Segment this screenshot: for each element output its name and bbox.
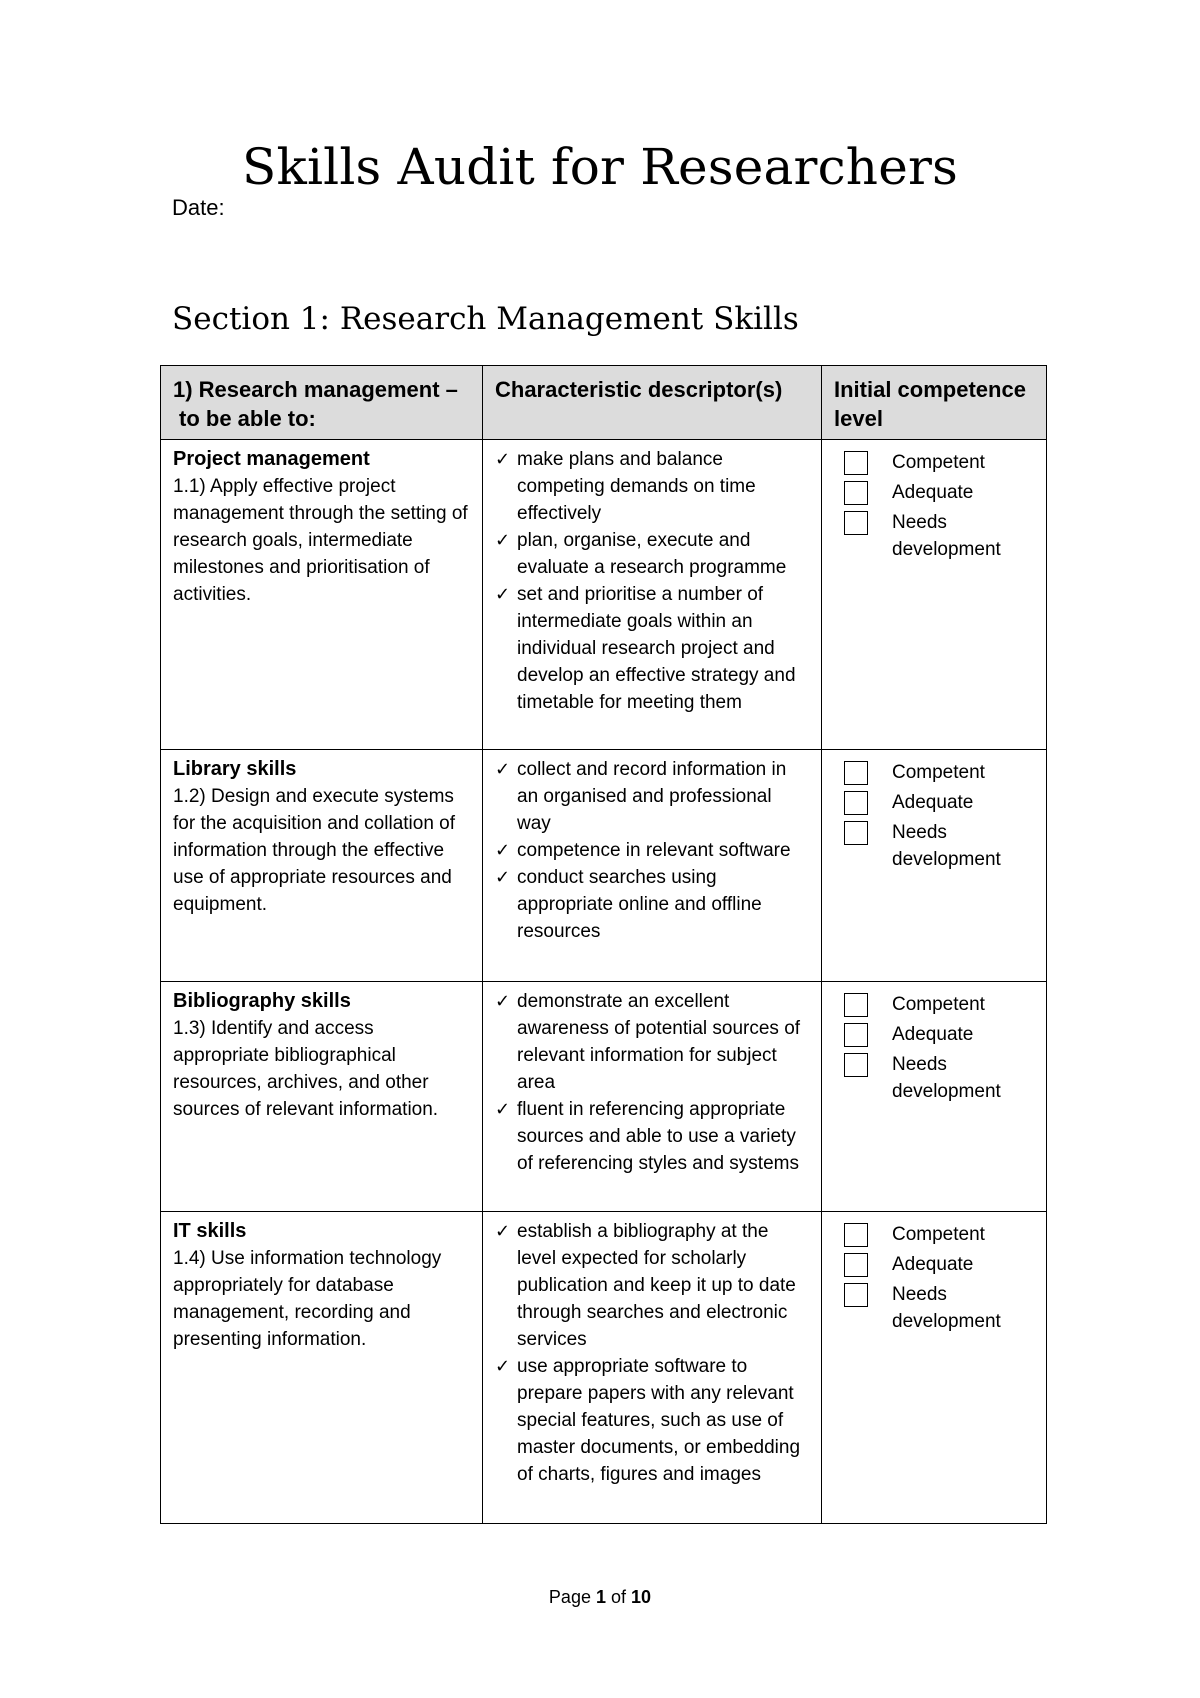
- table-row: [161, 982, 1047, 1212]
- checkbox-icon[interactable]: [844, 1283, 868, 1307]
- descriptor-cell: [483, 982, 822, 1212]
- descriptor-item: [495, 837, 809, 864]
- competence-option: [834, 1221, 1034, 1248]
- checkbox-icon[interactable]: [844, 1023, 868, 1047]
- descriptor-list: [495, 988, 809, 1177]
- check-icon: ✓: [495, 1221, 511, 1241]
- skill-cell: [161, 750, 483, 982]
- check-icon: ✓: [495, 759, 511, 779]
- skill-description: 1.4) Use information technology appropriately for database management, recording and presenting information.: [173, 1248, 442, 1350]
- table-row: [161, 440, 1047, 750]
- competence-option: [834, 789, 1034, 816]
- descriptor-cell: [483, 440, 822, 750]
- page-footer: [0, 1587, 1200, 1608]
- checkbox-icon[interactable]: [844, 451, 868, 475]
- descriptor-text: competence in relevant software: [517, 840, 791, 861]
- descriptor-item: [495, 1353, 809, 1488]
- header-competence-level: Initial competence level: [822, 366, 1047, 440]
- descriptor-text: set and prioritise a number of intermediate goals within an individual research project and develop an effective strategy and timetable for meeting them: [517, 584, 796, 713]
- competence-option: [834, 449, 1034, 476]
- check-icon: ✓: [495, 867, 511, 887]
- check-icon: ✓: [495, 449, 511, 469]
- check-icon: ✓: [495, 1356, 511, 1376]
- competence-option-label: Needs development: [892, 822, 1001, 870]
- header-col1-line1: 1) Research management –: [173, 377, 458, 402]
- descriptor-list: [495, 446, 809, 716]
- descriptor-text: establish a bibliography at the level expected for scholarly publication and keep it up to date through searches and electronic services: [517, 1221, 796, 1350]
- skill-description: 1.1) Apply effective project management through the setting of research goals, intermediate milestones and prioritisation of activities.: [173, 476, 468, 605]
- check-icon: ✓: [495, 584, 511, 604]
- skills-table: [160, 365, 1047, 1524]
- competence-option: [834, 1021, 1034, 1048]
- competence-option: [834, 1251, 1034, 1278]
- descriptor-item: [495, 1218, 809, 1353]
- competence-cell: [822, 1212, 1047, 1524]
- checkbox-icon[interactable]: [844, 1053, 868, 1077]
- competence-option-label: Competent: [892, 1224, 985, 1245]
- competence-option-label: Competent: [892, 994, 985, 1015]
- competence-option-label: Adequate: [892, 1254, 974, 1275]
- skill-name: Bibliography skills: [173, 990, 351, 1012]
- descriptor-list: [495, 1218, 809, 1488]
- check-icon: ✓: [495, 530, 511, 550]
- competence-option-label: Needs development: [892, 1054, 1001, 1102]
- section-title: Section 1: Research Management Skills: [172, 300, 799, 337]
- descriptor-item: [495, 446, 809, 527]
- check-icon: ✓: [495, 991, 511, 1011]
- skill-description: 1.2) Design and execute systems for the acquisition and collation of information through the effective use of appropriate resources and equipment.: [173, 786, 456, 915]
- competence-option: [834, 759, 1034, 786]
- skill-name: Project management: [173, 448, 370, 470]
- descriptor-cell: [483, 750, 822, 982]
- skill-cell: [161, 1212, 483, 1524]
- descriptor-item: [495, 864, 809, 945]
- competence-option: [834, 819, 1034, 873]
- table-row: [161, 1212, 1047, 1524]
- header-descriptors: Characteristic descriptor(s): [483, 366, 822, 440]
- competence-option: [834, 1281, 1034, 1335]
- skill-cell: [161, 982, 483, 1212]
- checkbox-icon[interactable]: [844, 1223, 868, 1247]
- competence-option-label: Needs development: [892, 512, 1001, 560]
- header-col1-line2: to be able to:: [179, 406, 316, 431]
- descriptor-text: use appropriate software to prepare papers with any relevant special features, such as use of master documents, or embedding of charts, figures and images: [517, 1356, 801, 1485]
- competence-cell: [822, 750, 1047, 982]
- document-title: Skills Audit for Researchers: [242, 137, 958, 196]
- check-icon: ✓: [495, 1099, 511, 1119]
- footer-total-pages: 10: [631, 1587, 652, 1607]
- checkbox-icon[interactable]: [844, 993, 868, 1017]
- competence-option-label: Needs development: [892, 1284, 1001, 1332]
- competence-option-label: Adequate: [892, 482, 974, 503]
- checkbox-icon[interactable]: [844, 821, 868, 845]
- descriptor-text: plan, organise, execute and evaluate a research programme: [517, 530, 787, 578]
- competence-option: [834, 509, 1034, 563]
- checkbox-icon[interactable]: [844, 511, 868, 535]
- table-header-row: [161, 366, 1047, 440]
- skill-name: IT skills: [173, 1220, 247, 1242]
- checkbox-icon[interactable]: [844, 1253, 868, 1277]
- check-icon: ✓: [495, 840, 511, 860]
- descriptor-list: [495, 756, 809, 945]
- header-research-management: [161, 366, 483, 440]
- checkbox-icon[interactable]: [844, 481, 868, 505]
- descriptor-item: [495, 756, 809, 837]
- descriptor-item: [495, 988, 809, 1096]
- competence-options: [834, 446, 1034, 563]
- footer-of-word: of: [611, 1587, 627, 1607]
- checkbox-icon[interactable]: [844, 761, 868, 785]
- competence-option-label: Competent: [892, 452, 985, 473]
- checkbox-icon[interactable]: [844, 791, 868, 815]
- competence-options: [834, 756, 1034, 873]
- table-row: [161, 750, 1047, 982]
- footer-current-page: 1: [595, 1587, 606, 1607]
- skill-cell: [161, 440, 483, 750]
- descriptor-cell: [483, 1212, 822, 1524]
- competence-option: [834, 479, 1034, 506]
- footer-page-word: Page: [548, 1587, 591, 1607]
- competence-options: [834, 988, 1034, 1105]
- date-label: Date:: [172, 195, 225, 220]
- competence-cell: [822, 982, 1047, 1212]
- descriptor-text: demonstrate an excellent awareness of potential sources of relevant information for subject area: [517, 991, 801, 1093]
- skill-name: Library skills: [173, 758, 297, 780]
- descriptor-text: collect and record information in an organised and professional way: [517, 759, 787, 834]
- descriptor-item: [495, 527, 809, 581]
- descriptor-item: [495, 1096, 809, 1177]
- skill-description: 1.3) Identify and access appropriate bibliographical resources, archives, and other sources of relevant information.: [173, 1018, 439, 1120]
- descriptor-item: [495, 581, 809, 716]
- competence-cell: [822, 440, 1047, 750]
- competence-option: [834, 1051, 1034, 1105]
- competence-options: [834, 1218, 1034, 1335]
- competence-option-label: Competent: [892, 762, 985, 783]
- competence-option-label: Adequate: [892, 792, 974, 813]
- descriptor-text: fluent in referencing appropriate sources and able to use a variety of referencing styles and systems: [517, 1099, 799, 1174]
- competence-option-label: Adequate: [892, 1024, 974, 1045]
- competence-option: [834, 991, 1034, 1018]
- descriptor-text: conduct searches using appropriate online and offline resources: [517, 867, 762, 942]
- descriptor-text: make plans and balance competing demands on time effectively: [517, 449, 756, 524]
